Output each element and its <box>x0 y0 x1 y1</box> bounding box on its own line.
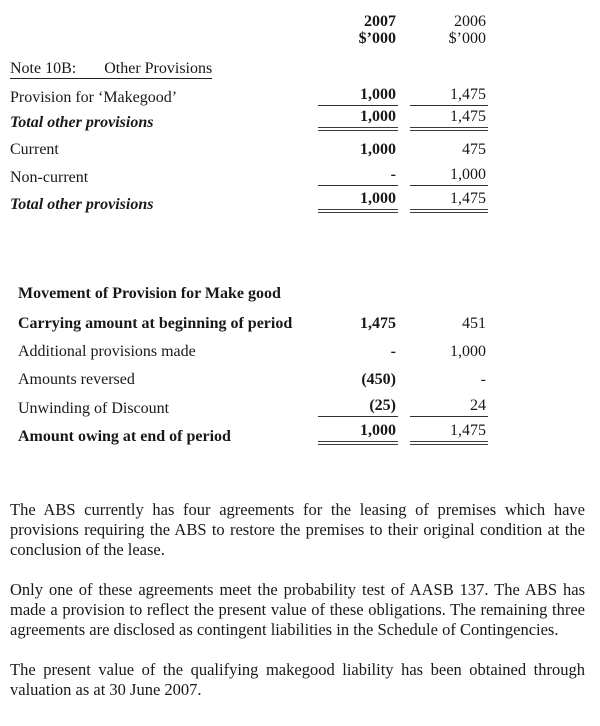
body-paragraph: The present value of the qualifying makegood liability has been obtained through valuation as at 30 June 2007. <box>10 660 585 699</box>
row-label: Amount owing at end of period <box>18 428 231 445</box>
col-unit-2006: $’000 <box>448 30 486 47</box>
row-label: Total other provisions <box>10 196 154 213</box>
value-2006: 1,475 <box>410 108 488 131</box>
value-2007: - <box>390 343 396 360</box>
note-label: Note 10B: <box>10 60 77 77</box>
value-2006: 24 <box>410 397 488 417</box>
value-2006: 475 <box>462 141 486 158</box>
table-row-total <box>0 108 488 131</box>
body-paragraph: The ABS currently has four agreements for the leasing of premises which have provisions requiring the ABS to restore the premises to their original condition at the conclusion of the lease. <box>10 500 585 559</box>
table-row <box>0 141 488 158</box>
row-label: Amounts reversed <box>18 371 135 388</box>
column-header-unit-row <box>0 30 488 47</box>
row-label: Provision for ‘Makegood’ <box>10 89 178 106</box>
value-2007: - <box>318 166 398 186</box>
table-row <box>0 86 488 106</box>
value-2006: 1,475 <box>410 190 488 213</box>
col-header-2006: 2006 <box>454 13 486 30</box>
table-row-total <box>0 190 488 213</box>
row-label: Carrying amount at beginning of period <box>18 315 293 332</box>
row-label: Current <box>10 141 59 158</box>
table-row <box>0 343 488 360</box>
value-2006: - <box>480 371 486 388</box>
value-2007: 1,000 <box>318 108 398 131</box>
row-label: Total other provisions <box>10 114 154 131</box>
row-label: Unwinding of Discount <box>18 400 170 417</box>
movement-heading-row <box>0 285 488 302</box>
table-row <box>0 371 488 388</box>
row-label: Non-current <box>10 169 89 186</box>
column-header-year-row <box>0 0 488 30</box>
table-row-total <box>0 422 488 445</box>
row-label: Additional provisions made <box>18 343 196 360</box>
value-2007: 1,000 <box>318 190 398 213</box>
movement-heading: Movement of Provision for Make good <box>18 285 281 302</box>
table-row <box>0 166 488 186</box>
note-title: Other Provisions <box>104 60 213 77</box>
value-2006: 1,000 <box>410 166 488 186</box>
value-2007: 1,000 <box>318 422 398 445</box>
col-unit-2007: $’000 <box>358 30 396 47</box>
movement-table <box>0 285 600 445</box>
narrative-text <box>0 500 585 700</box>
value-2006: 1,475 <box>410 86 488 106</box>
body-paragraph: Only one of these agreements meet the probability test of AASB 137. The ABS has made a provision to reflect the present value of these obligations. The remaining three agreements are disclosed as contingent liabilities in the Schedule of Contingencies. <box>10 580 585 639</box>
note-heading <box>10 60 488 79</box>
table-row <box>0 315 488 332</box>
value-2006: 1,475 <box>410 422 488 445</box>
note-heading-underline <box>10 60 212 79</box>
table-row <box>0 397 488 417</box>
value-2006: 451 <box>462 315 486 332</box>
value-2007: 1,000 <box>318 86 398 106</box>
col-header-2007: 2007 <box>364 13 396 30</box>
value-2007: 1,000 <box>360 141 396 158</box>
value-2007: 1,475 <box>360 315 396 332</box>
other-provisions-table <box>0 86 600 213</box>
value-2007: (450) <box>361 371 396 388</box>
value-2007: (25) <box>318 397 398 417</box>
note-heading-row <box>0 60 488 79</box>
value-2006: 1,000 <box>450 343 486 360</box>
